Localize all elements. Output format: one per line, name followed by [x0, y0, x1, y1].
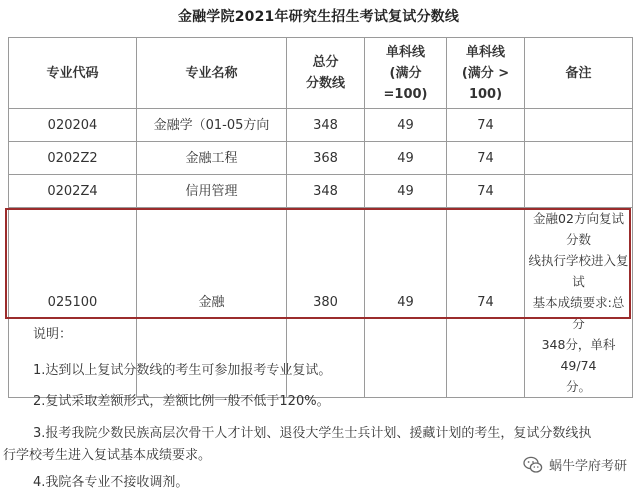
- header-single-100: [365, 38, 447, 109]
- table-header-row: [9, 38, 633, 109]
- cell-single-gt100: 74: [447, 175, 525, 208]
- header-singlegt100-line3: 100): [468, 86, 503, 102]
- cell-single-gt100: 74: [447, 142, 525, 175]
- header-remark-label: 备注: [565, 65, 592, 81]
- header-singlegt100-line1: 单科线: [465, 44, 505, 60]
- header-major-code-label: 专业代码: [46, 65, 99, 81]
- cell-total-score: 348: [287, 175, 365, 208]
- cell-single-gt100: 74: [447, 208, 525, 398]
- watermark-text: 蜗牛学府考研: [548, 459, 627, 474]
- note-item-4: 4.我院各专业不接收调剂。: [33, 475, 189, 490]
- cell-single-100: 49: [365, 175, 447, 208]
- cell-major-code: 0202Z4: [9, 175, 137, 208]
- header-single100-line1: 单科线: [385, 44, 425, 60]
- cell-major-code: 0202Z2: [9, 142, 137, 175]
- cell-remark: [525, 142, 633, 175]
- cell-major-code: 020204: [9, 109, 137, 142]
- account-watermark: [523, 455, 627, 474]
- cell-major-name: 金融: [137, 208, 287, 398]
- cell-total-score: 368: [287, 142, 365, 175]
- cell-remark: [525, 109, 633, 142]
- header-total-score: [287, 38, 365, 109]
- note-item-3-line2: 行学校考生进入复试基本成绩要求。: [3, 448, 212, 463]
- cell-single-100: 49: [365, 142, 447, 175]
- cell-remark: [525, 208, 633, 398]
- note-item-1: 1.达到以上复试分数线的考生可参加报考专业复试。: [33, 363, 332, 378]
- wechat-icon: [523, 456, 543, 474]
- score-table: [8, 37, 633, 398]
- header-total-line2: 分数线: [305, 76, 345, 91]
- cell-single-gt100: 74: [447, 109, 525, 142]
- remark-line: 基本成绩要求:总分: [532, 295, 625, 331]
- header-major-code: [9, 38, 137, 109]
- header-remark: [525, 38, 633, 109]
- table-row: [9, 175, 633, 208]
- note-item-3-line1: 3.报考我院少数民族高层次骨干人才计划、退役大学生士兵计划、援藏计划的考生，复试分数线执: [33, 426, 592, 441]
- remark-line: 金融02方向复试分数: [533, 211, 624, 247]
- cell-single-100: 49: [365, 208, 447, 398]
- cell-major-name: 金融学（01-05方向: [137, 109, 287, 142]
- table-row: [9, 109, 633, 142]
- header-single100-line2: (满分: [389, 65, 422, 81]
- cell-remark: [525, 175, 633, 208]
- header-total-line1: 总分: [312, 55, 339, 70]
- cell-total-score: 380: [287, 208, 365, 398]
- cell-major-name: 金融工程: [137, 142, 287, 175]
- header-major-name-label: 专业名称: [185, 65, 238, 81]
- header-single100-line3: =100): [383, 86, 428, 102]
- remark-line: 线执行学校进入复试: [528, 253, 629, 289]
- header-singlegt100-line2: (满分 >: [461, 65, 510, 81]
- note-item-2: 2.复试采取差额形式，差额比例一般不低于120%。: [33, 394, 330, 409]
- remark-line: 348分，单科49/74: [541, 337, 616, 373]
- header-single-gt100: [447, 38, 525, 109]
- cell-single-100: 49: [365, 109, 447, 142]
- cell-major-name: 信用管理: [137, 175, 287, 208]
- table-row: [9, 142, 633, 175]
- cell-total-score: 348: [287, 109, 365, 142]
- remark-line: 分。: [565, 379, 591, 394]
- page-title: 金融学院2021年研究生招生考试复试分数线: [177, 9, 460, 25]
- cell-major-code: 025100: [9, 208, 137, 398]
- notes-heading: 说明：: [33, 327, 73, 342]
- header-major-name: [137, 38, 287, 109]
